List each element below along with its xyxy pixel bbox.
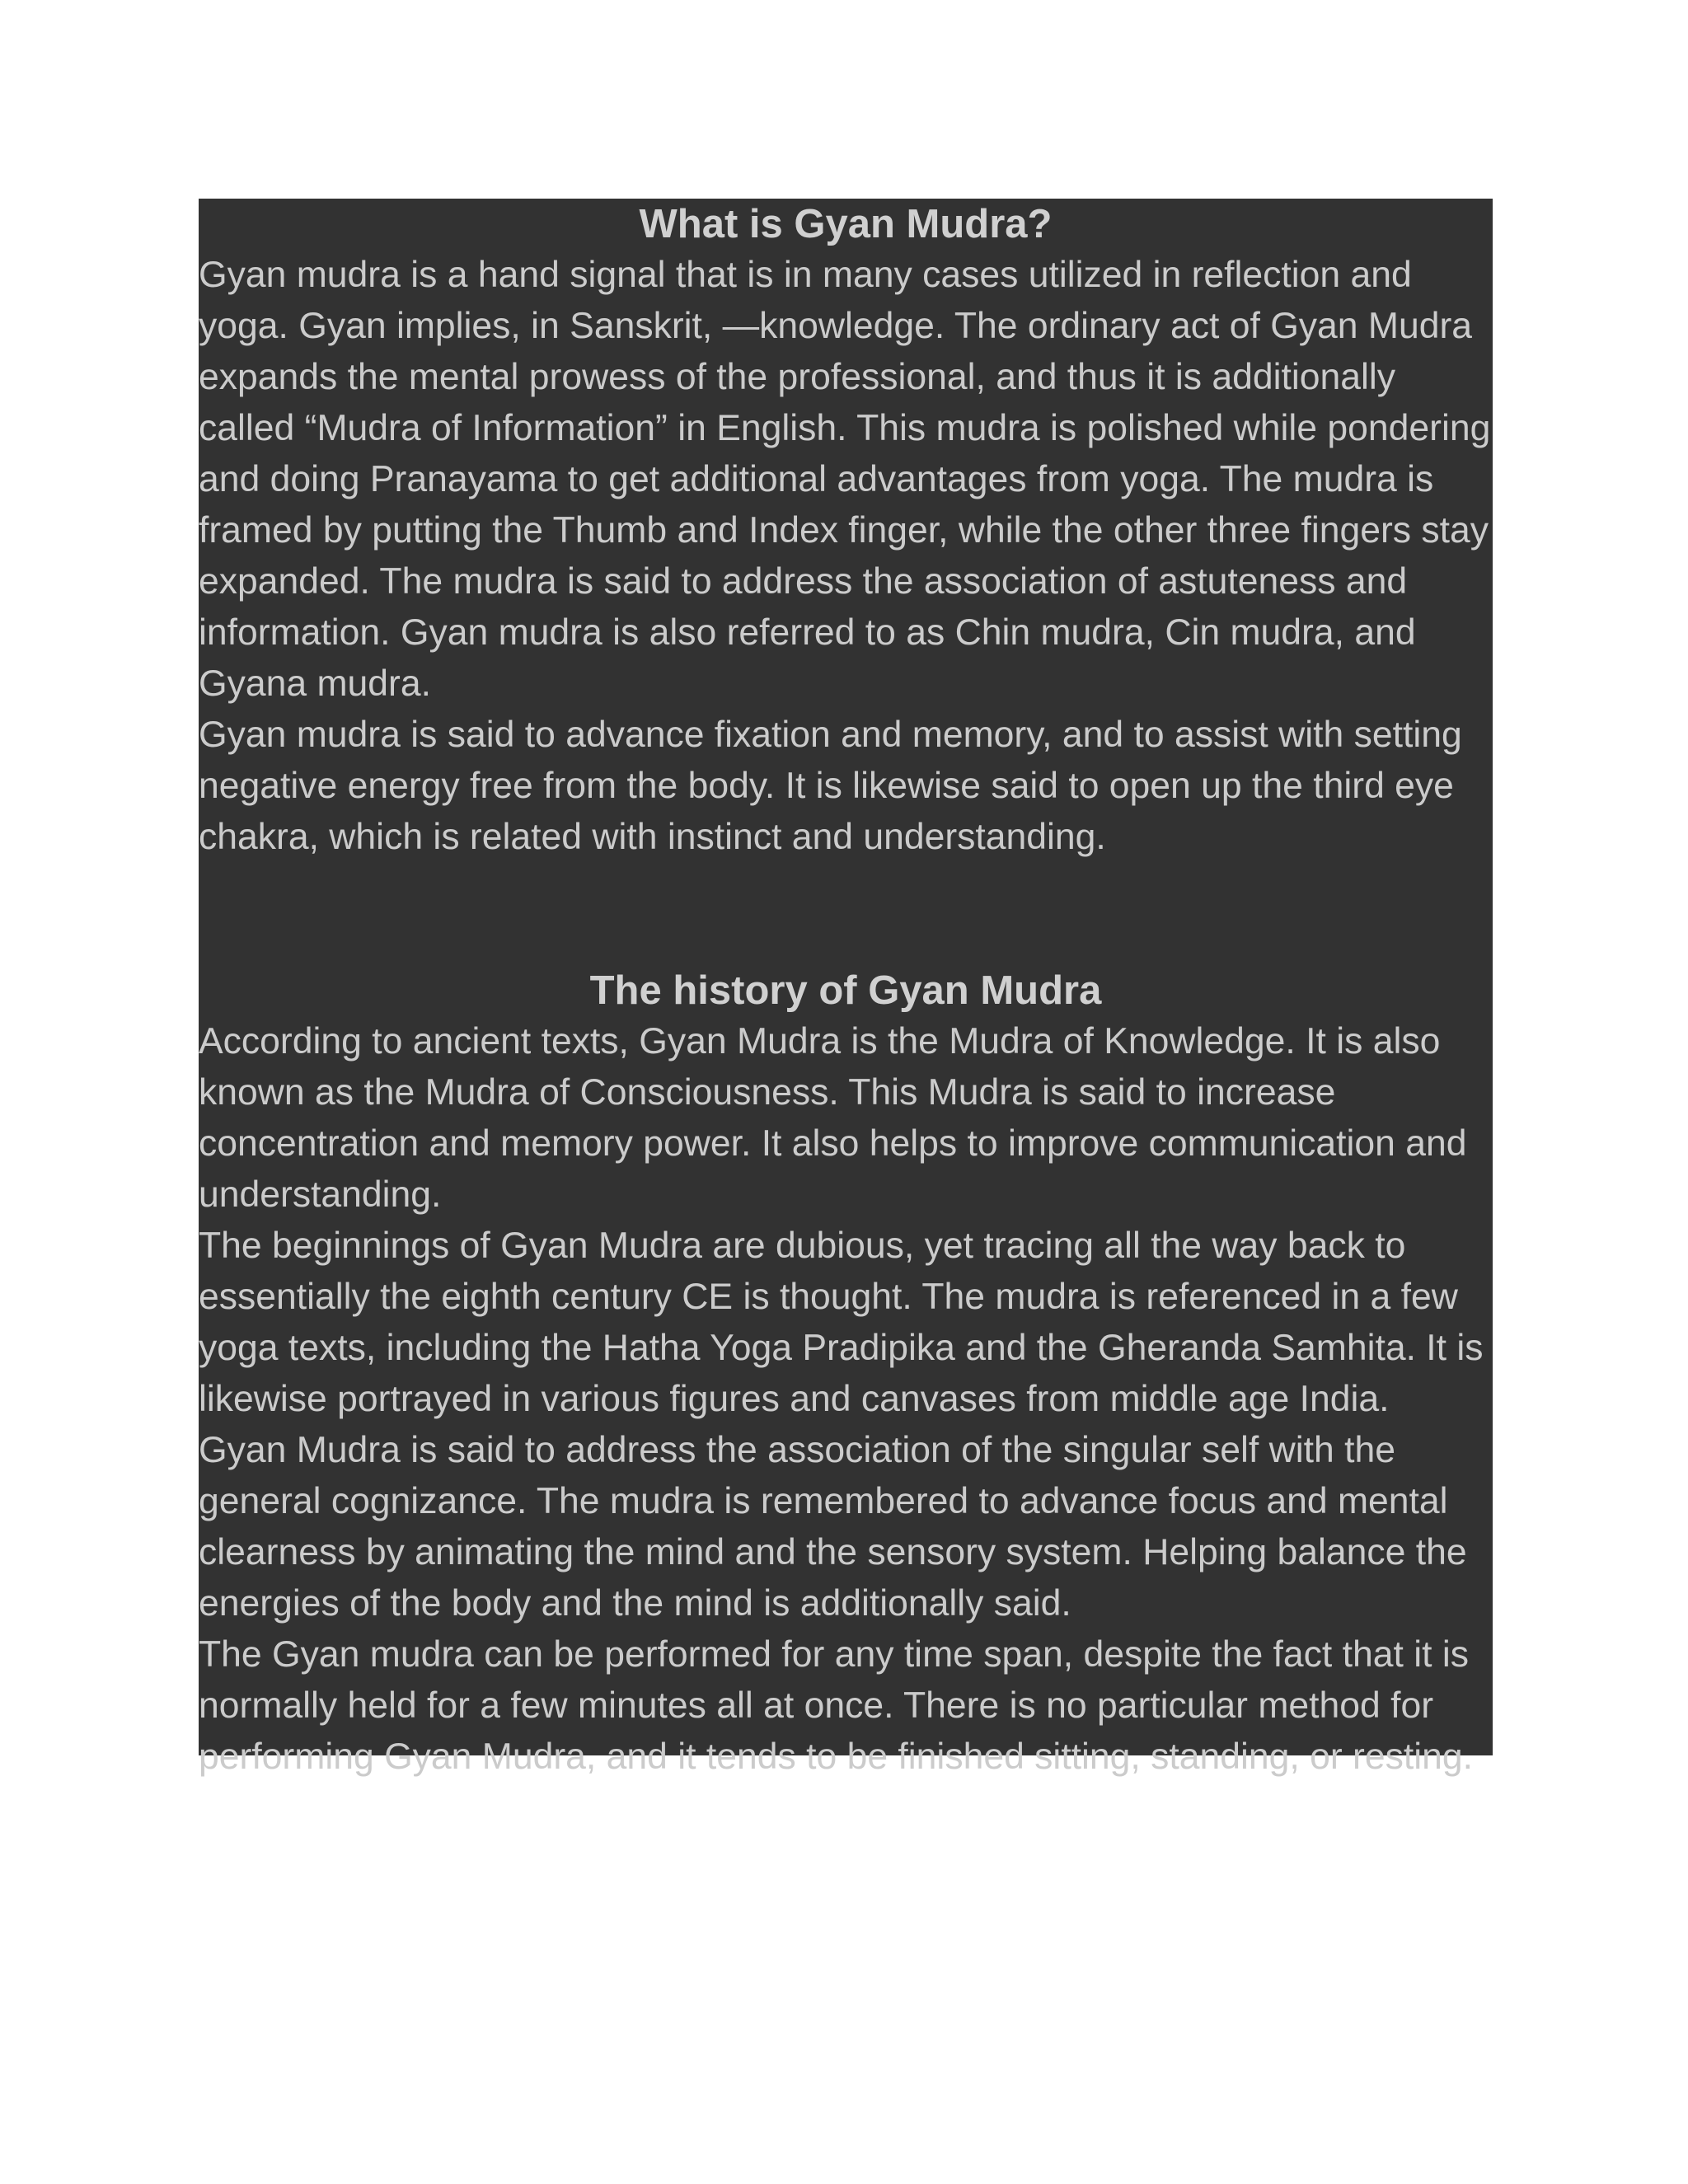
section-title-history: The history of Gyan Mudra bbox=[589, 968, 1102, 1013]
paragraph: According to ancient texts, Gyan Mudra is the Mudra of Knowledge. It is also known as the Mudra of Consciousness. This Mudra is said to increase concentration and memory power. It also helps to improve communication and understanding. bbox=[199, 1021, 1467, 1215]
paragraph: The Gyan mudra can be performed for any time span, despite the fact that it is normally held for a few minutes all at once. There is no particular method for performing Gyan Mudra, and it tends to be finished sitting, standing, or resting. bbox=[199, 1634, 1473, 1777]
content-panel bbox=[199, 199, 1493, 1777]
paragraph: Gyan Mudra is said to address the association of the singular self with the general cognizance. The mudra is remembered to advance focus and mental clearness by animating the mind and the sensory system. Helping balance the energies of the body and the mind is additionally said. bbox=[199, 1430, 1467, 1624]
section-spacer bbox=[199, 863, 1493, 965]
section-title-what-is: What is Gyan Mudra? bbox=[639, 202, 1053, 246]
paragraph: Gyan mudra is said to advance fixation and memory, and to assist with setting negative energy free from the body. It is likewise said to open up the third eye chakra, which is related with instinct and understanding. bbox=[199, 715, 1462, 857]
paragraph: The beginnings of Gyan Mudra are dubious, yet tracing all the way back to essentially the eighth century CE is thought. The mudra is referenced in a few yoga texts, including the Hatha Yoga Pradipika and the Gheranda Samhita. It is likewise portrayed in various figures and canvases from middle age India. bbox=[199, 1226, 1484, 1419]
paragraph: Gyan mudra is a hand signal that is in many cases utilized in reflection and yoga. Gyan implies, in Sanskrit, —knowledge. The ordinary act of Gyan Mudra expands the mental prowess of the professional, and thus it is additionally called “Mudra of Information” in English. This mudra is polished while pondering and doing Pranayama to get additional advantages from yoga. The mudra is framed by putting the Thumb and Index finger, while the other three fingers stay expanded. The mudra is said to address the association of astuteness and information. Gyan mudra is also referred to as Chin mudra, Cin mudra, and Gyana mudra. bbox=[199, 255, 1491, 704]
